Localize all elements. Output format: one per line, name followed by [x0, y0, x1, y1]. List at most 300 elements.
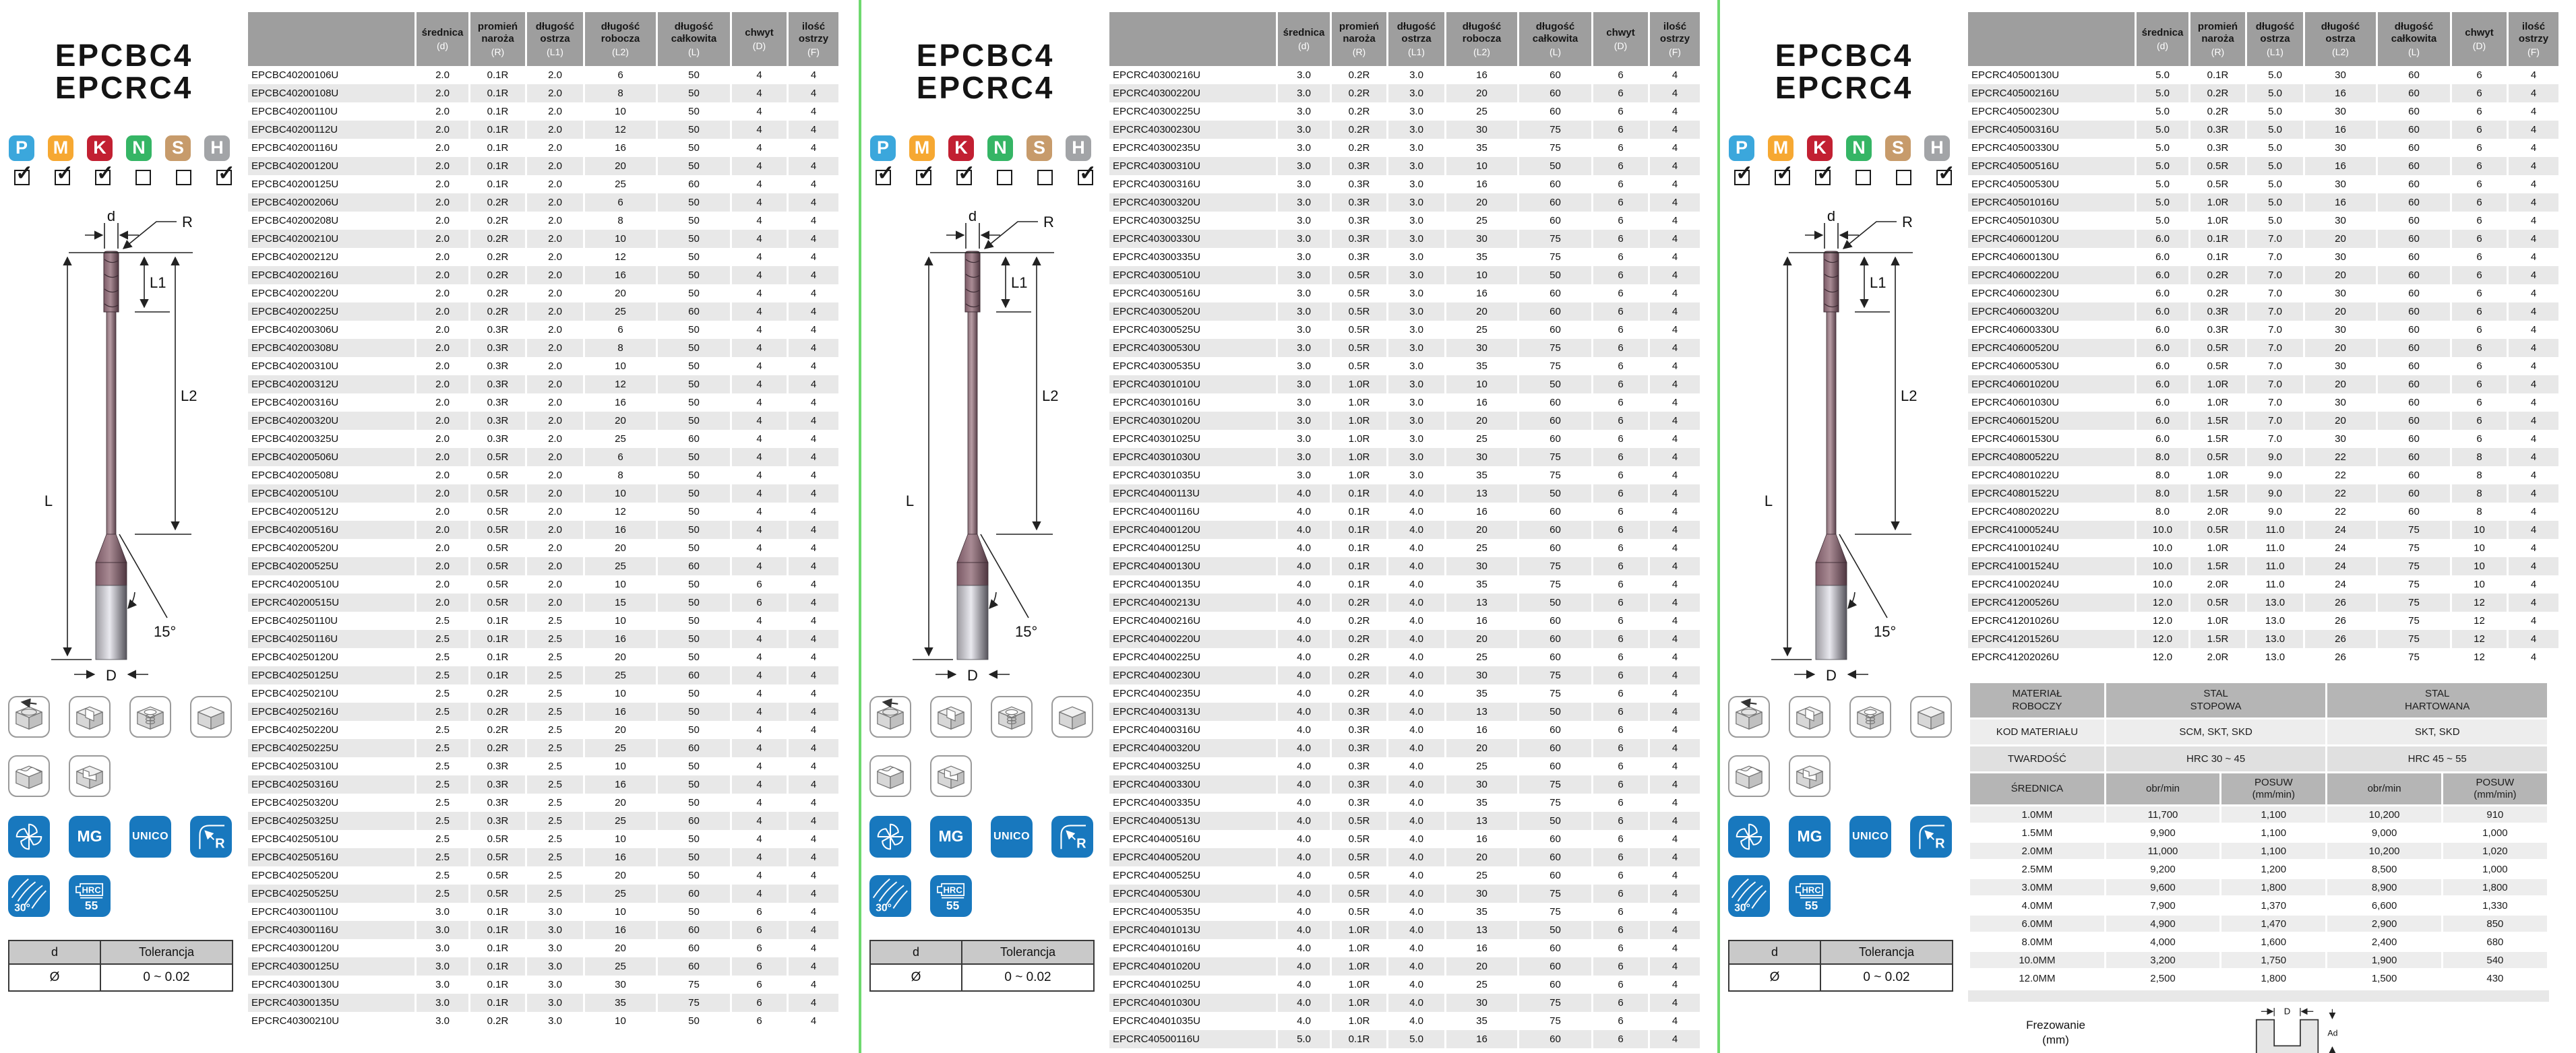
spec-cell: 35	[1446, 248, 1519, 266]
r-icon-label: R	[1076, 836, 1086, 852]
speed-cell: 1,900	[2327, 952, 2441, 968]
spec-cell: 3.0	[417, 921, 470, 939]
table-row	[1968, 539, 2558, 557]
spec-cell: 0.5R	[1332, 357, 1388, 375]
product-code: EPCBC40200110U	[248, 102, 417, 121]
spec-cell: 6	[1593, 321, 1650, 339]
spec-cell: 60	[658, 175, 732, 193]
spec-cell: 50	[658, 230, 732, 248]
table-row	[1968, 284, 2558, 302]
spec-cell: 0.3R	[1332, 193, 1388, 212]
spec-cell: 4.0	[1278, 885, 1332, 903]
spec-cell: 4	[1672, 360, 1678, 372]
product-code: EPCBC40250220U	[248, 721, 417, 739]
diameter-cell: 2.0MM	[1970, 843, 2104, 859]
table-row	[1968, 648, 2558, 666]
spec-cell: 16	[585, 848, 658, 866]
speed-cell: 9,000	[2327, 825, 2441, 841]
spec-cell: 60	[2378, 375, 2452, 393]
spec-cell: 0.2R	[1332, 121, 1388, 139]
spec-cell: 60	[1519, 612, 1593, 630]
product-code: EPCRC40301020U	[1109, 412, 1278, 430]
spec-cell: 60	[1519, 412, 1593, 430]
material-checkbox-M-checked	[916, 170, 931, 185]
product-code: EPCRC40200510U	[248, 575, 417, 594]
spec-cell: 4	[1672, 651, 1678, 663]
spec-cell: 4.0	[1278, 521, 1332, 539]
product-spec-table	[1109, 12, 1700, 1048]
table-row	[248, 757, 838, 775]
spec-cell: 12	[585, 121, 658, 139]
tolerance-table	[1728, 940, 1953, 992]
spec-cell: 4	[810, 724, 817, 736]
table-row	[1109, 84, 1700, 102]
spec-cell: 3.0	[1278, 102, 1332, 121]
spec-cell: 0.5R	[470, 484, 527, 503]
spec-cell: 60	[2378, 66, 2452, 84]
spec-cell: 2.5	[417, 630, 470, 648]
tolerance-table	[8, 940, 233, 992]
spec-cell: 4	[789, 812, 838, 830]
spec-cell: 30	[1446, 557, 1519, 575]
spec-cell: 20	[2305, 412, 2378, 430]
spec-cell: 4	[789, 412, 838, 430]
spec-cell: 4	[2509, 84, 2558, 102]
spec-cell: 6	[2452, 302, 2509, 321]
spec-cell: 50	[658, 266, 732, 284]
spec-cell: 4	[789, 775, 838, 794]
spec-cell: 0.3R	[470, 375, 527, 393]
spec-cell: 16	[1446, 393, 1519, 412]
product-code: EPCRC40300135U	[248, 994, 417, 1012]
tool-neck	[106, 312, 116, 534]
spec-cell: 4	[810, 906, 817, 918]
speed-cell: 11,000	[2106, 843, 2219, 859]
spec-cell: 2.0	[527, 302, 585, 321]
spec-cell: 0.2R	[470, 721, 527, 739]
table-row	[1109, 666, 1700, 684]
spec-cell: 4	[732, 393, 789, 412]
product-code: EPCBC40250325U	[248, 812, 417, 830]
material-checkbox-K-checked	[956, 170, 972, 185]
tolerance-value: 0 ~ 0.02	[962, 964, 1094, 991]
spec-cell: 6	[1593, 994, 1650, 1012]
four-flute-cutter-icon	[869, 816, 911, 858]
speed-cell: 1,330	[2443, 897, 2547, 914]
spec-cell: 3.0	[1278, 448, 1332, 466]
spec-cell: 4	[810, 979, 817, 990]
column-symbol: (d)	[1297, 40, 1310, 52]
spec-cell: 4.0	[1388, 703, 1446, 721]
speed-row	[1970, 825, 2547, 841]
product-code: EPCRC41200526U	[1968, 594, 2137, 612]
spec-cell: 0.5R	[2190, 521, 2247, 539]
spec-cell: 4	[1650, 812, 1700, 830]
slot-width-label: D	[2283, 1006, 2291, 1017]
spec-cell: 26	[2305, 594, 2378, 612]
speed-cell: 8,900	[2327, 879, 2441, 895]
spec-cell: 6.0	[2137, 357, 2190, 375]
spec-cell: 4.0	[1278, 648, 1332, 666]
spec-cell: 26	[2305, 648, 2378, 666]
table-row	[248, 812, 838, 830]
unico-badge: UNICO	[991, 816, 1033, 858]
column-header	[2137, 12, 2190, 66]
spec-cell: 8	[585, 212, 658, 230]
spec-cell: 0.3R	[470, 757, 527, 775]
spec-cell: 1.0R	[2190, 193, 2247, 212]
table-row	[1968, 575, 2558, 594]
column-symbol: (L)	[2408, 46, 2420, 58]
helix-angle-icon	[1728, 875, 1770, 917]
spec-cell: 2.0	[417, 393, 470, 412]
spec-cell: 4	[1672, 688, 1678, 699]
spec-cell: 16	[585, 630, 658, 648]
r-icon-label: R	[215, 836, 225, 852]
spec-cell: 4	[2509, 339, 2558, 357]
spec-cell: 6	[1593, 339, 1650, 357]
spec-cell: 6	[1593, 393, 1650, 412]
table-row	[1109, 193, 1700, 212]
spec-cell: 12.0	[2137, 648, 2190, 666]
dim-label-d: d	[968, 210, 977, 224]
spec-cell: 6	[1593, 775, 1650, 794]
product-code: EPCRC40200515U	[248, 594, 417, 612]
spec-cell: 4	[1650, 375, 1700, 393]
spec-cell: 4	[2509, 121, 2558, 139]
spec-cell: 2.0	[527, 412, 585, 430]
spec-cell: 0.3R	[470, 812, 527, 830]
mg-badge: MG	[69, 816, 111, 858]
side-milling-icon	[190, 696, 232, 738]
column-label: długość ostrza	[2321, 20, 2360, 44]
spec-cell: 35	[1446, 1012, 1519, 1030]
spec-cell: 8.0	[2137, 484, 2190, 503]
spec-cell: 4	[789, 230, 838, 248]
table-row	[1109, 230, 1700, 248]
spec-cell: 4	[2530, 179, 2537, 190]
spec-cell: 6	[2452, 84, 2509, 102]
spec-cell: 3.0	[417, 903, 470, 921]
speed-cell: 9,200	[2106, 861, 2219, 877]
spec-cell: 5.0	[2247, 121, 2305, 139]
shoulder-milling-icon	[1789, 755, 1831, 797]
spec-cell: 5.0	[2247, 84, 2305, 102]
material-badge-S: S	[1026, 135, 1052, 161]
spec-cell: 4.0	[1388, 921, 1446, 939]
spec-cell: 4	[732, 539, 789, 557]
spec-cell: 0.3R	[2190, 139, 2247, 157]
spec-cell: 60	[2378, 339, 2452, 357]
series-name-1: EPCBC4	[55, 38, 193, 73]
product-code: EPCBC40200108U	[248, 84, 417, 102]
product-code: EPCRC40501030U	[1968, 212, 2137, 230]
product-code: EPCBC40250110U	[248, 612, 417, 630]
spec-cell: 30	[1446, 775, 1519, 794]
product-code: EPCRC40400230U	[1109, 666, 1278, 684]
material-badge-H: H	[204, 135, 230, 161]
spec-cell: 2.5	[417, 885, 470, 903]
column-symbol: (L)	[687, 46, 700, 58]
table-row	[1968, 448, 2558, 466]
spec-cell: 4	[789, 666, 838, 684]
spec-cell: 4.0	[1278, 557, 1332, 575]
spec-cell: 0.2R	[470, 1012, 527, 1030]
table-row	[248, 139, 838, 157]
spec-cell: 60	[1519, 739, 1593, 757]
spec-cell: 60	[2378, 484, 2452, 503]
column-label: chwyt	[2465, 26, 2494, 38]
product-code: EPCBC40250225U	[248, 739, 417, 757]
product-code: EPCBC40250210U	[248, 684, 417, 703]
spec-cell: 3.0	[1278, 193, 1332, 212]
spec-cell: 12.0	[2137, 630, 2190, 648]
column-header	[658, 12, 732, 66]
spec-cell: 4	[2530, 288, 2537, 299]
spec-cell: 25	[1446, 102, 1519, 121]
table-row	[1109, 121, 1700, 139]
spec-cell: 11.0	[2247, 521, 2305, 539]
product-code: EPCRC40601530U	[1968, 430, 2137, 448]
table-row	[1109, 430, 1700, 448]
spec-cell: 60	[2378, 193, 2452, 212]
spec-cell: 10	[2452, 539, 2509, 557]
spec-cell: 7.0	[2247, 248, 2305, 266]
spec-cell: 4	[2530, 615, 2537, 627]
spec-cell: 4	[789, 339, 838, 357]
column-symbol: (L2)	[2332, 46, 2349, 58]
table-row	[1968, 266, 2558, 284]
spec-cell: 4.0	[1278, 903, 1332, 921]
spec-cell: 16	[1446, 66, 1519, 84]
spec-cell: 0.5R	[1332, 266, 1388, 284]
spec-cell: 0.5R	[2190, 157, 2247, 175]
spec-cell: 0.5R	[1332, 812, 1388, 830]
spec-cell: 2.0R	[2190, 648, 2247, 666]
spec-cell: 3.0	[1388, 284, 1446, 302]
spec-cell: 16	[2305, 193, 2378, 212]
spec-cell: 2.0	[527, 139, 585, 157]
spec-cell: 3.0	[417, 976, 470, 994]
spec-cell: 0.5R	[470, 539, 527, 557]
table-row	[248, 375, 838, 393]
product-code: EPCRC40300320U	[1109, 193, 1278, 212]
product-code: EPCBC40250120U	[248, 648, 417, 666]
spec-cell: 0.2R	[2190, 284, 2247, 302]
catalog-section-1	[0, 0, 859, 1053]
spec-cell: 20	[585, 648, 658, 666]
product-code: EPCRC40400125U	[1109, 539, 1278, 557]
spec-cell: 2.0	[527, 121, 585, 139]
product-code: EPCRC40300516U	[1109, 284, 1278, 302]
table-row	[1109, 721, 1700, 739]
product-code: EPCRC40300325U	[1109, 212, 1278, 230]
material-checkbox-N	[997, 170, 1012, 185]
product-code: EPCRC40501016U	[1968, 193, 2137, 212]
speed-cell: 1,100	[2221, 806, 2325, 823]
spec-cell: 60	[1519, 393, 1593, 412]
spec-cell: 1.0R	[2190, 466, 2247, 484]
column-label: długość całkowita	[2391, 20, 2437, 44]
catalog-section-2	[859, 0, 1717, 1053]
product-code: EPCRC40300125U	[248, 957, 417, 976]
product-code: EPCBC40200310U	[248, 357, 417, 375]
spec-cell: 2.0	[527, 503, 585, 521]
spec-cell: 4.0	[1388, 739, 1446, 757]
table-row	[1968, 121, 2558, 139]
spec-cell: 4.0	[1278, 848, 1332, 866]
spec-cell: 50	[658, 284, 732, 302]
spec-cell: 12	[2452, 594, 2509, 612]
spec-cell: 75	[2378, 575, 2452, 594]
spec-cell: 4	[1672, 979, 1678, 990]
product-code: EPCBC40250516U	[248, 848, 417, 866]
column-header	[585, 12, 658, 66]
spec-cell: 16	[1446, 175, 1519, 193]
product-code: EPCRC40400313U	[1109, 703, 1278, 721]
spec-cell: 2.5	[417, 775, 470, 794]
spec-cell: 4	[1650, 339, 1700, 357]
product-code: EPCRC40400130U	[1109, 557, 1278, 575]
spec-cell: 4	[1650, 957, 1700, 976]
spec-cell: 3.0	[527, 994, 585, 1012]
material-header-row	[1970, 683, 2547, 717]
table-row	[1109, 66, 1700, 84]
spec-cell: 2.5	[527, 848, 585, 866]
spec-cell: 20	[1446, 630, 1519, 648]
spec-cell: 60	[2378, 139, 2452, 157]
spec-cell: 4	[2530, 470, 2537, 481]
spec-cell: 0.1R	[470, 648, 527, 666]
face-milling-icon	[1728, 696, 1770, 738]
spec-cell: 6	[1593, 557, 1650, 575]
spec-cell: 4	[2509, 266, 2558, 284]
spec-cell: 3.0	[1388, 266, 1446, 284]
spec-cell: 25	[1446, 866, 1519, 885]
spec-cell: 4	[1672, 1015, 1678, 1027]
shoulder-milling-icon	[930, 755, 972, 797]
spec-cell: 0.1R	[470, 976, 527, 994]
spec-cell: 4	[2509, 157, 2558, 175]
spec-cell: 4	[2509, 193, 2558, 212]
dim-label-L: L	[905, 492, 915, 509]
spec-cell: 0.2R	[1332, 612, 1388, 630]
application-icons	[869, 696, 1099, 797]
product-code: EPCRC40400520U	[1109, 848, 1278, 866]
header-row	[1109, 12, 1700, 66]
spec-cell: 12	[2452, 648, 2509, 666]
material-checkbox-K-checked	[95, 170, 111, 185]
spec-cell: 2.0	[417, 339, 470, 357]
spec-cell: 4	[732, 757, 789, 775]
spec-cell: 0.3R	[1332, 703, 1388, 721]
table-row	[248, 939, 838, 957]
spec-cell: 6	[732, 994, 789, 1012]
spec-cell: 50	[658, 84, 732, 102]
spec-cell: 4	[2530, 506, 2537, 517]
spec-cell: 75	[2378, 648, 2452, 666]
spec-cell: 4	[1650, 521, 1700, 539]
spec-cell: 50	[1519, 921, 1593, 939]
table-row	[248, 102, 838, 121]
table-row	[1968, 212, 2558, 230]
spec-cell: 4	[1650, 666, 1700, 684]
spec-cell: 6	[1593, 648, 1650, 666]
product-code: EPCBC40200212U	[248, 248, 417, 266]
spec-cell: 60	[1519, 866, 1593, 885]
spec-cell: 30	[1446, 885, 1519, 903]
spec-cell: 2.0	[527, 484, 585, 503]
spec-cell: 8	[585, 84, 658, 102]
spec-cell: 4	[732, 212, 789, 230]
spec-cell: 20	[2305, 302, 2378, 321]
spec-cell: 4	[732, 302, 789, 321]
speed-cell: 540	[2443, 952, 2547, 968]
spec-cell: 75	[1519, 357, 1593, 375]
twardosc-label: TWARDOŚĆ	[1970, 746, 2104, 771]
spec-cell: 0.3R	[1332, 212, 1388, 230]
tool-shank	[96, 585, 127, 660]
spec-cell: 0.2R	[470, 302, 527, 321]
spec-cell: 6	[1593, 866, 1650, 885]
material-checkboxes	[14, 170, 248, 185]
spec-cell: 3.0	[1278, 157, 1332, 175]
table-row	[1968, 357, 2558, 375]
tool-shank	[957, 585, 988, 660]
spec-cell: 2.0	[417, 121, 470, 139]
spec-cell: 4	[1672, 179, 1678, 190]
spec-cell: 60	[1519, 284, 1593, 302]
table-row	[1968, 339, 2558, 357]
spec-cell: 16	[2305, 121, 2378, 139]
spec-cell: 2.5	[417, 703, 470, 721]
diameter-cell: 1.0MM	[1970, 806, 2104, 823]
spec-cell: 0.5R	[1332, 321, 1388, 339]
column-header	[2305, 12, 2378, 66]
spec-cell: 9.0	[2247, 503, 2305, 521]
mg-badge: MG	[1789, 816, 1831, 858]
table-column	[1968, 0, 2576, 1053]
table-row	[1968, 66, 2558, 84]
product-code: EPCRC40400335U	[1109, 794, 1278, 812]
series-name-2: EPCRC4	[916, 70, 1055, 106]
spec-cell: 3.0	[1278, 339, 1332, 357]
spec-cell: 11.0	[2247, 557, 2305, 575]
helix-angle-icon	[869, 875, 911, 917]
spec-cell: 6	[1593, 430, 1650, 448]
spec-cell: 4	[1672, 106, 1678, 117]
spec-cell: 13.0	[2247, 612, 2305, 630]
speed-column-header: ŚREDNICA	[1970, 773, 2104, 804]
column-label: promień naroża	[477, 20, 518, 44]
spec-cell: 60	[2378, 175, 2452, 193]
spec-cell: 0.3R	[1332, 248, 1388, 266]
diameter-cell: 8.0MM	[1970, 934, 2104, 950]
spec-cell: 4.0	[1278, 575, 1332, 594]
spec-cell: 50	[658, 321, 732, 339]
spec-cell: 0.3R	[470, 794, 527, 812]
tolerance-col-d: d	[9, 940, 100, 964]
diameter-cell: 6.0MM	[1970, 916, 2104, 932]
kod-value: SCM, SKT, SKD	[2106, 720, 2326, 744]
spec-cell: 50	[658, 193, 732, 212]
spec-cell: 16	[1446, 830, 1519, 848]
spec-cell: 6	[2452, 357, 2509, 375]
column-symbol: (L)	[1549, 46, 1562, 58]
spec-cell: 30	[2305, 139, 2378, 157]
spec-cell: 60	[658, 739, 732, 757]
table-row	[248, 921, 838, 939]
